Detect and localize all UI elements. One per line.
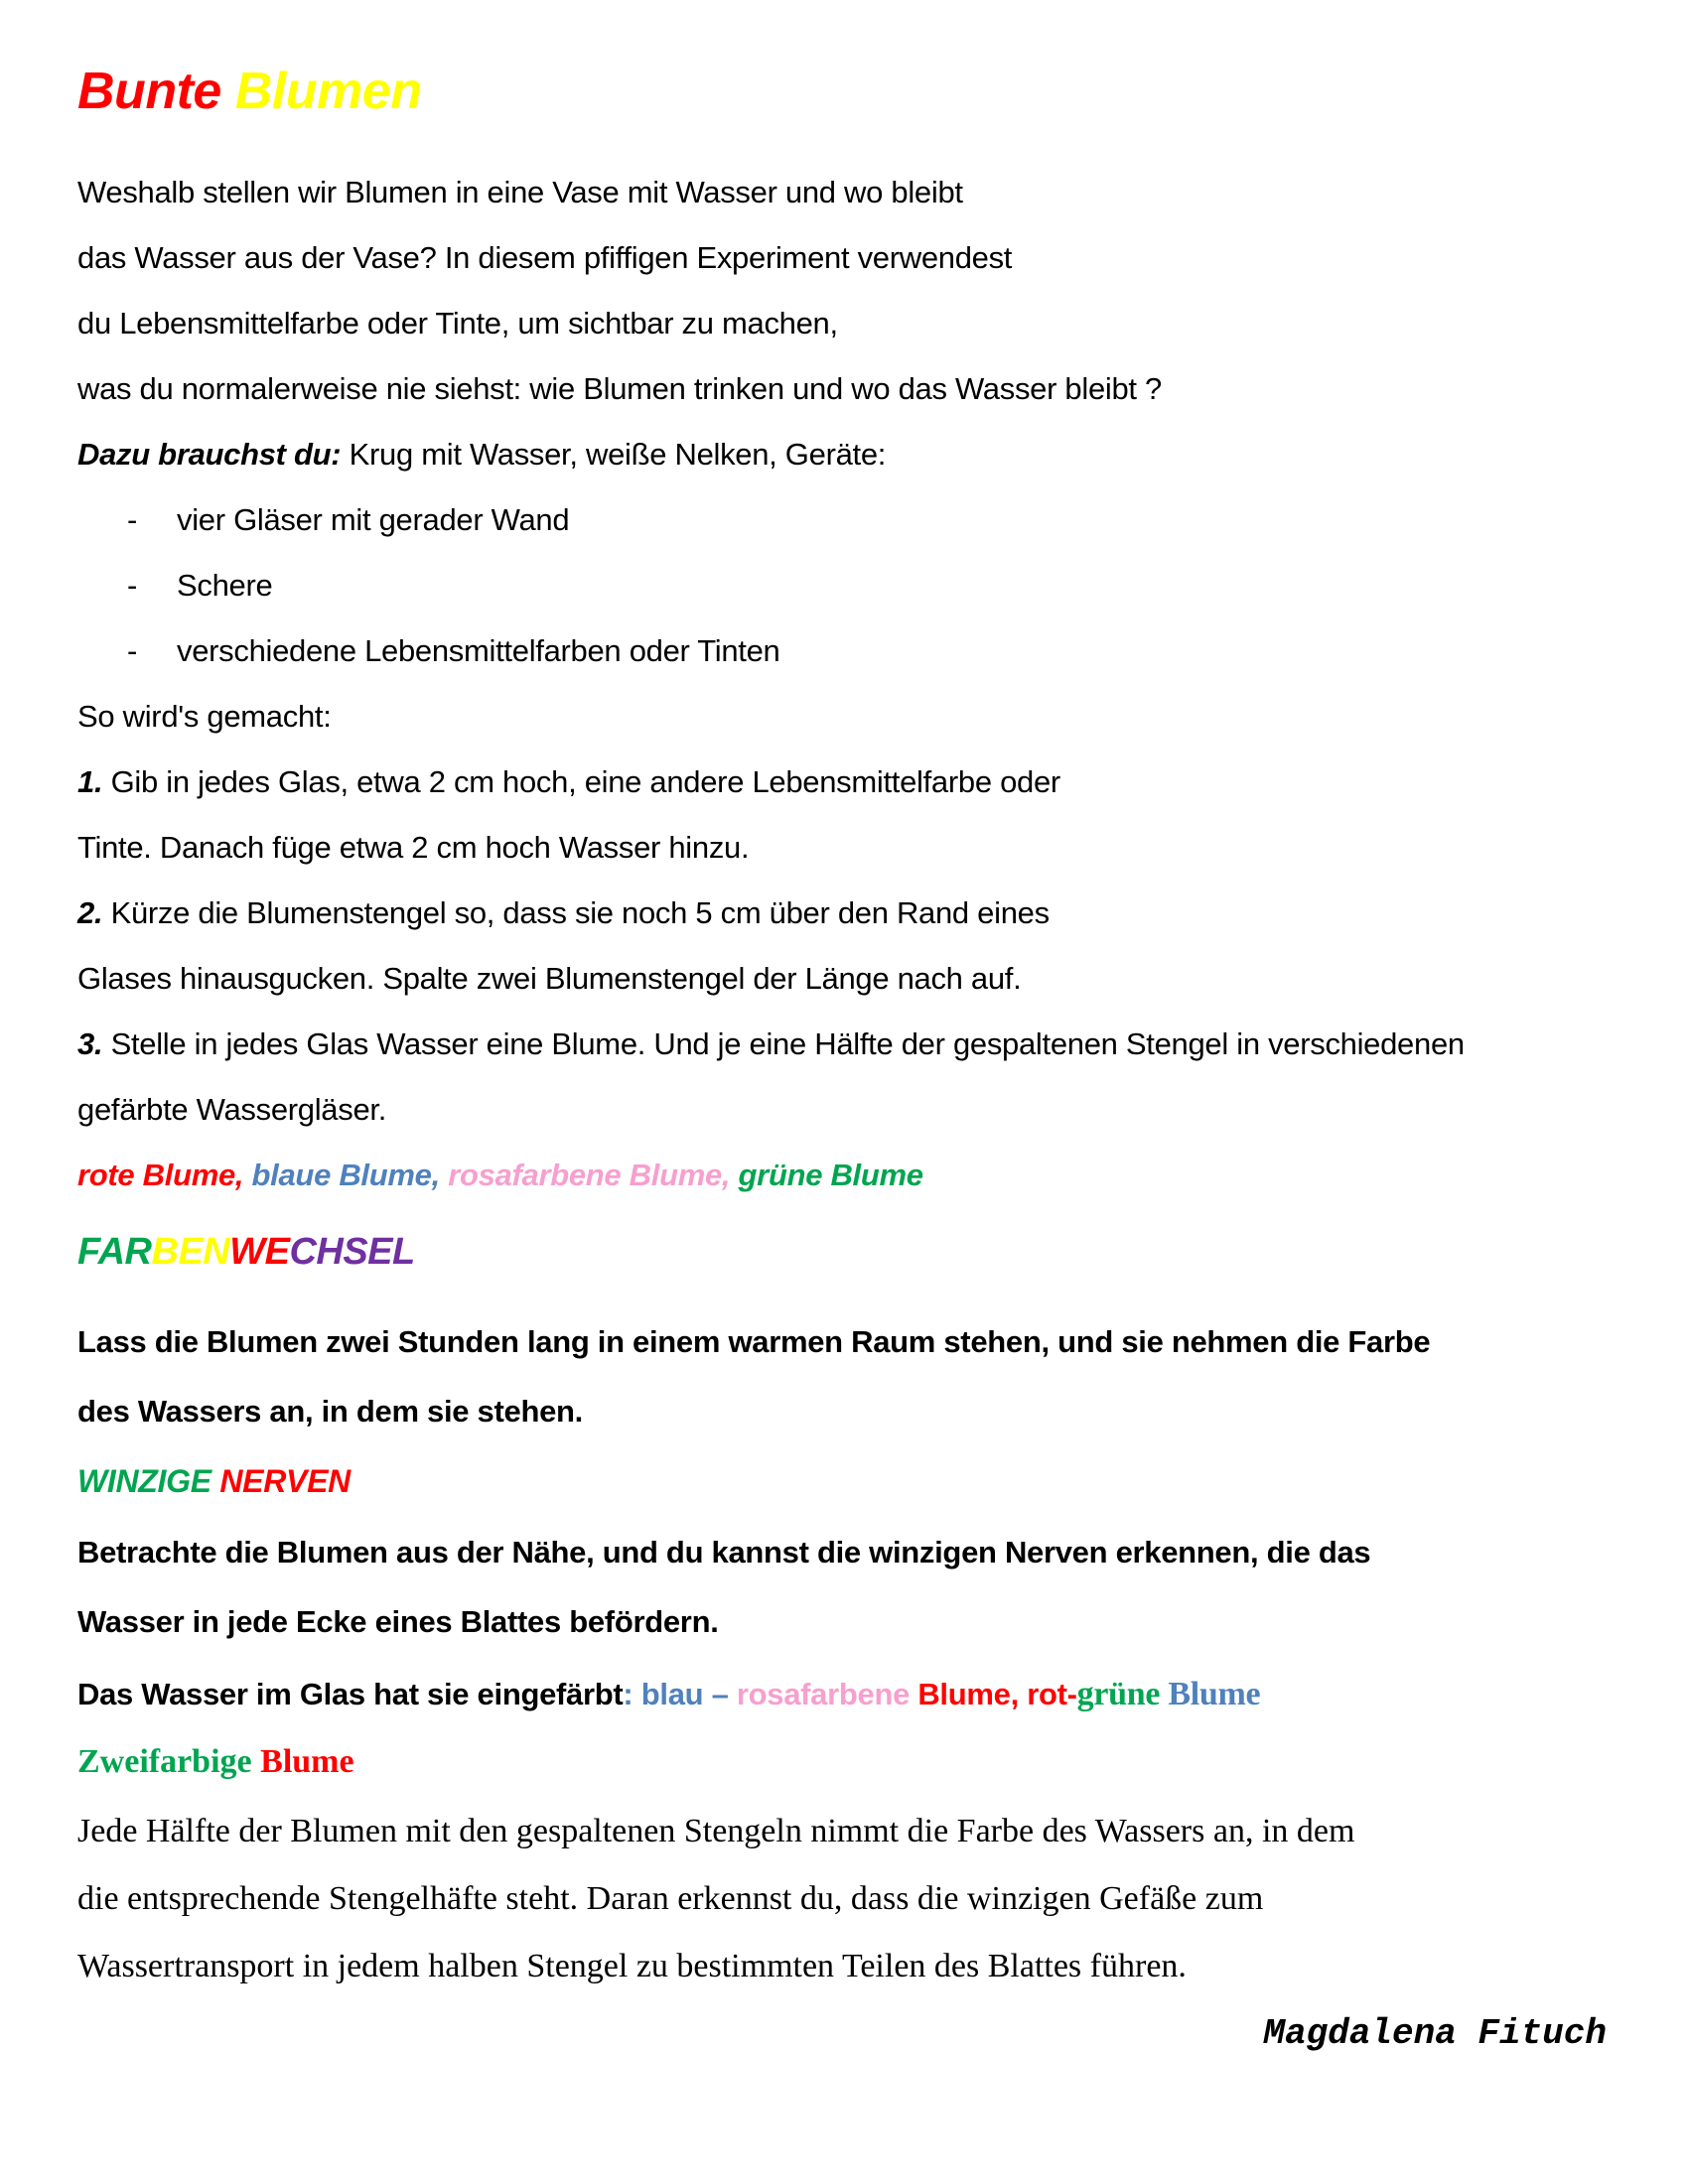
winzige-line-1: Betrachte die Blumen aus der Nähe, und du kannst die winzigen Nerven erkennen, die das [77,1535,1371,1570]
howto-label: So wird's gemacht: [77,699,332,734]
page-title [77,62,421,121]
materials-text: Krug mit Wasser, weiße Nelken, Geräte: [341,437,887,472]
step-text: Stelle in jedes Glas Wasser eine Blume. Und je eine Hälfte der gespaltenen Stengel in verschiedenen [102,1026,1465,1061]
step-number: 1. [77,764,103,799]
materials-label: Dazu brauchst du: [77,437,342,472]
flower-colors-line [77,1158,923,1193]
zweifarbig-line-2: die entsprechende Stengelhäfte steht. Daran erkennst du, dass die winzigen Gefäße zum [77,1880,1264,1917]
result-prefix: Das Wasser im Glas hat sie eingefärbt [77,1677,624,1711]
heading-part-yellow: BEN [151,1231,230,1273]
step-2-line-2: Glases hinausgucken. Spalte zwei Blumenstengel der Länge nach auf. [77,961,1022,996]
author-signature: Magdalena Fituch [1263,2013,1607,2054]
intro-line-1: Weshalb stellen wir Blumen in eine Vase mit Wasser und wo bleibt [77,175,963,209]
bullet-dash: - [127,568,138,603]
result-rosa: rosafarbene [728,1677,911,1711]
result-blume-blue: Blume [1160,1676,1261,1712]
winzige-line-2: Wasser in jede Ecke eines Blattes befördern. [77,1604,719,1639]
bullet-text: verschiedene Lebensmittelfarben oder Tinten [177,633,780,668]
bullet-item [77,633,971,673]
result-gruene: grüne [1076,1676,1161,1712]
heading-winzige-nerven [77,1463,351,1500]
heading-farbenwechsel [77,1231,415,1274]
step-1-line-1 [77,764,1060,800]
step-3-line-2: gefärbte Wassergläser. [77,1092,387,1127]
title-word-bunte: Bunte [77,63,221,120]
flower-pink: rosafarbene Blume, [439,1158,731,1192]
materials-line [77,437,886,473]
bullet-dash: - [127,502,138,537]
result-colon: : [623,1677,633,1711]
step-text: Kürze die Blumenstengel so, dass sie noch 5 cm über den Rand eines [102,895,1050,930]
bullet-dash: - [127,633,138,668]
result-blau: blau – [633,1677,729,1711]
heading-part-purple: CHSEL [289,1231,415,1273]
result-blume-red: Blume, [910,1677,1019,1711]
step-number: 2. [77,895,103,930]
farbenwechsel-line-2: des Wassers an, in dem sie stehen. [77,1394,583,1429]
bullet-text: Schere [177,568,273,603]
step-2-line-1 [77,895,1050,931]
heading-word-winzige: WINZIGE [77,1463,211,1499]
bullet-text: vier Gläser mit gerader Wand [177,502,570,537]
step-number: 3. [77,1026,103,1061]
flower-green: grüne Blume [730,1158,923,1192]
zweifarbig-line-3: Wassertransport in jedem halben Stengel zu bestimmten Teilen des Blattes führen. [77,1948,1187,1984]
intro-line-4: was du normalerweise nie siehst: wie Blumen trinken und wo das Wasser bleibt ? [77,371,1162,406]
intro-line-3: du Lebensmittelfarbe oder Tinte, um sichtbar zu machen, [77,306,838,341]
heading-part-green: FAR [77,1231,152,1273]
title-word-blumen: Blumen [234,63,422,120]
colored-result-line [77,1676,1260,1713]
heading-part-red: WE [229,1231,290,1273]
farbenwechsel-line-1: Lass die Blumen zwei Stunden lang in einem warmen Raum stehen, und sie nehmen die Farbe [77,1324,1431,1359]
result-rot: rot- [1018,1677,1077,1711]
heading-word-nerven: NERVEN [219,1463,351,1499]
bullet-item [77,568,971,608]
bullet-item [77,502,971,542]
step-text: Gib in jedes Glas, etwa 2 cm hoch, eine andere Lebensmittelfarbe oder [102,764,1060,799]
heading-word-zweifarbige: Zweifarbige [77,1743,252,1780]
zweifarbig-line-1: Jede Hälfte der Blumen mit den gespaltenen Stengeln nimmt die Farbe des Wassers an, in dem [77,1813,1355,1849]
intro-line-2: das Wasser aus der Vase? In diesem pfiffigen Experiment verwendest [77,240,1013,275]
step-1-line-2: Tinte. Danach füge etwa 2 cm hoch Wasser hinzu. [77,830,750,865]
flower-blue: blaue Blume, [243,1158,440,1192]
heading-word-blume: Blume [260,1743,354,1780]
flower-red: rote Blume, [77,1158,244,1192]
heading-zweifarbige-blume [77,1743,354,1781]
step-3-line-1 [77,1026,1465,1062]
